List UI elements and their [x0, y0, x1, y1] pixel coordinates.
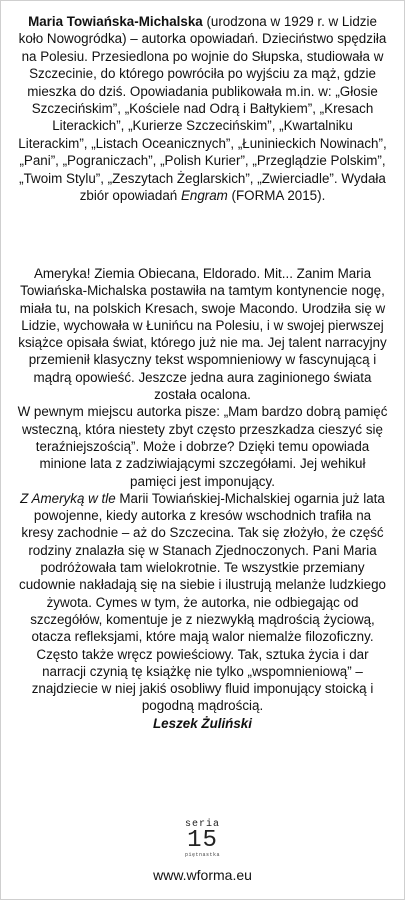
book-title: Z Ameryką w tle [20, 490, 116, 506]
book-title-engram: Engram [180, 188, 228, 204]
series-logo [1, 820, 404, 858]
series-number: 15 [187, 827, 218, 854]
website-url: www.wforma.eu [153, 867, 252, 883]
book-description [17, 265, 388, 732]
series-subtitle: piętnastka [184, 852, 220, 858]
description-paragraph-3 [17, 490, 388, 715]
description-paragraph-1: Ameryka! Ziemia Obiecana, Eldorado. Mit... Zanim Maria Towiańska-Michalska postawiła na tamtym kontynencie nogę, miała tu, na polskich Kresach, swoje Macondo. Urodziła się w Lidzie, wychowała w Łunińcu na Polesiu, i w swojej pierwszej książce opisała świat, którego już nie ma. Jej talent narracyjny przemienił klasyczny tekst wspomnieniowy w fascynującą i mądrą opowieść. Jeszcze jedna aura zaginionego świata została ocalona. [18, 266, 387, 403]
author-bio-end: (FORMA 2015). [227, 188, 326, 204]
series-word: seria [184, 819, 220, 830]
author-name: Maria Towiańska-Michalska [28, 14, 203, 29]
description-paragraph-3-text: Marii Towiańskiej-Michalskiej ogarnia już lata powojenne, kiedy autorka z kresów wschodnich trafiła na kresy zachodnie – aż do Szczecina. Tak się złożyło, że część rodziny znalazła się w Stanach Zjednoczonych. Pani Maria podróżowała tam wielokrotnie. Te wszystkie przemiany cudownie nakładają się na siebie i ilustrują melanże ludzkiego żywota. Cymes w tym, że autorka, nie odbiegając od szczegółów, komentuje je z niezwykłą mądrością życiową, otacza refleksjami, które mają walor niemalże filozoficzny. Często także wręcz powieściowy. Tak, sztuka życia i dar narracji czynią tę książkę nie tylko „wspomnieniową” – znajdziecie w niej jakiś osobliwy fluid imponujący stoicką i pogodną mądrością. [19, 490, 386, 714]
review-signature: Leszek Żuliński [153, 715, 252, 731]
author-bio-text: (urodzona w 1929 r. w Lidzie koło Nowogródka) – autorka opowiadań. Dzieciństwo spędziła na Polesiu. Przesiedlona po wojnie do Słupska, studiowała w Szczecinie, do którego powróciła po wyjściu za mąż, gdzie mieszka do dziś. Opowiadania publikowała m.in. w: „Głosie Szczecińskim”, „Kościele nad Odrą i Bałtykiem”, „Kresach Literackich”, „Kurierze Szczecińskim”, „Kwartalniku Literackim”, „Listach Oceanicznych”, „Łuninieckich Nowinach”, „Pani”, „Pograniczach”, „Polish Kurier”, „Przeglądzie Polskim”, „Twoim Stylu”, „Zeszytach Żeglarskich”, „Zwierciadle”. Wydała zbiór opowiadań [18, 14, 387, 204]
author-bio [17, 13, 388, 204]
description-paragraph-2: W pewnym miejscu autorka pisze: „Mam bardzo dobrą pamięć wsteczną, która niestety zbyt często przeszkadza cieszyć się teraźniejszością”. Może i dobrze? Dzięki temu opowiada minione lata z zadziwiającymi szczegółami. Jej wehikuł pamięci jest imponujący. [17, 404, 388, 489]
